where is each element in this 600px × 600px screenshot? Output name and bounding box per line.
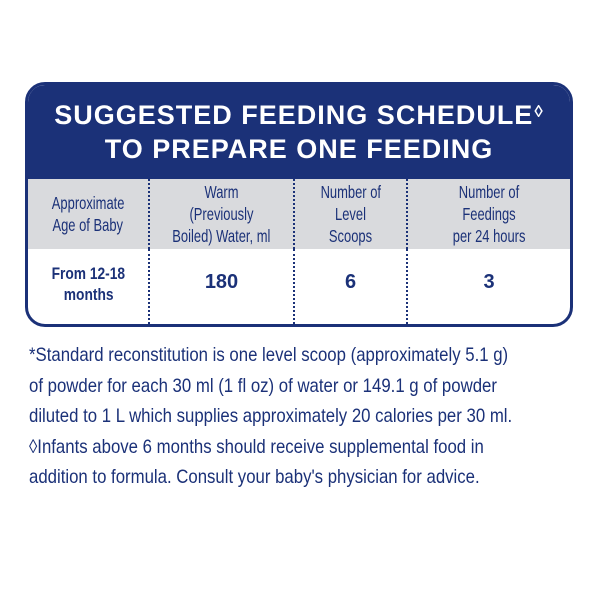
diamond-mark: ◊ <box>534 102 544 121</box>
title-line-2: TO PREPARE ONE FEEDING <box>104 134 494 164</box>
footnote-line: of powder for each 30 ml (1 fl oz) of water or 149.1 g of powder <box>29 374 497 397</box>
cell-feedings: 3 <box>483 271 495 293</box>
column-header-scoops: Number of Level Scoops <box>295 179 408 249</box>
footnote-line: *Standard reconstitution is one level scoop (approximately 5.1 g) <box>29 344 509 366</box>
cell-age: From 12-18 months <box>28 249 150 324</box>
column-header-age: Approximate Age of Baby <box>28 179 150 249</box>
column-header-water: Warm (Previously Boiled) Water, ml <box>150 179 295 249</box>
footnotes <box>29 340 577 493</box>
cell-scoops: 6 <box>295 249 408 324</box>
cell-water-ml: 180 <box>150 249 295 324</box>
feeding-table <box>28 179 570 324</box>
footnote-line: diluted to 1 L which supplies approximately 20 calories per 30 ml. <box>29 405 513 427</box>
title-line-1 <box>28 98 570 132</box>
panel-header <box>28 85 570 179</box>
footnote-line: ◊Infants above 6 months should receive supplemental food in <box>29 435 484 458</box>
title-text: SUGGESTED FEEDING SCHEDULE <box>54 100 534 130</box>
column-header-feedings: Number of Feedings per 24 hours <box>408 179 570 249</box>
feeding-schedule-panel <box>25 82 573 327</box>
footnote-line: addition to formula. Consult your baby's physician for advice. <box>29 466 480 488</box>
